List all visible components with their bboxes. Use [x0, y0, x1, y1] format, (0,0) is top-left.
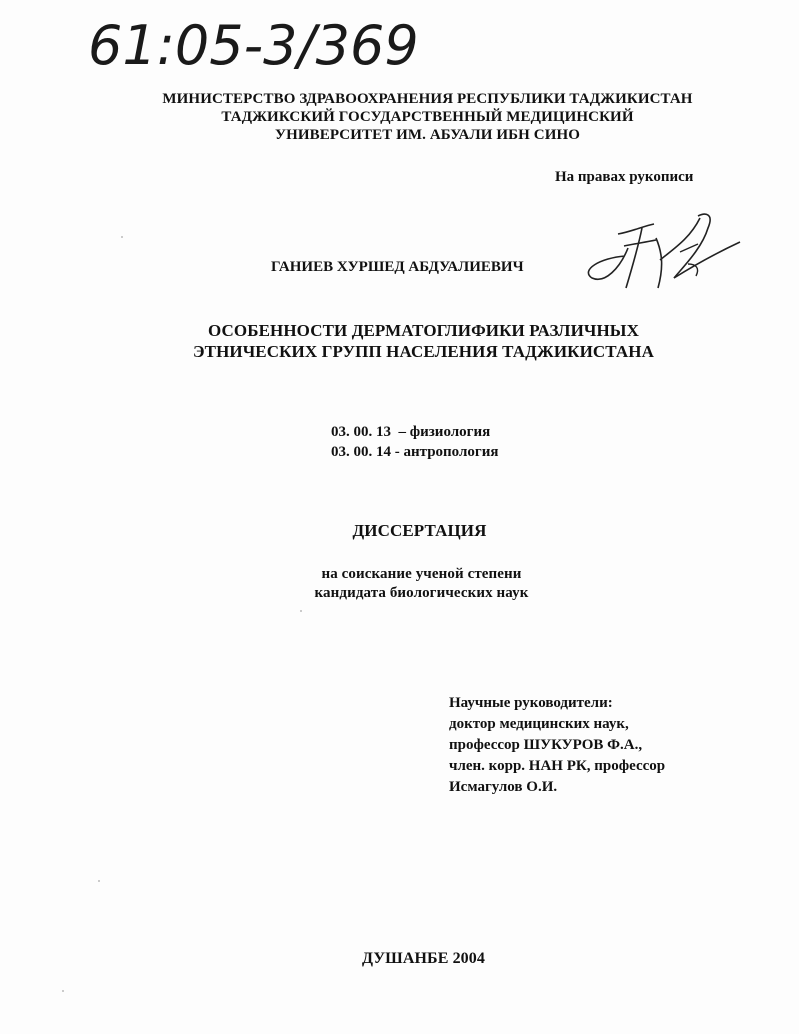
- title-line-1: ОСОБЕННОСТИ ДЕРМАТОГЛИФИКИ РАЗЛИЧНЫХ: [208, 321, 639, 340]
- scan-speck: [121, 236, 123, 238]
- specialty-codes: [331, 422, 498, 462]
- dissertation-title: [24, 320, 799, 362]
- handwritten-catalog-number-text: 61:05-3/369: [88, 14, 419, 77]
- scientific-supervisors: [449, 693, 665, 798]
- author-name: ГАНИЕВ ХУРШЕД АБДУАЛИЕВИЧ: [271, 259, 524, 275]
- scan-speck: [62, 990, 64, 992]
- supervisor-line-2: доктор медицинских наук,: [449, 716, 629, 732]
- degree-statement: [22, 565, 799, 603]
- supervisors-heading: Научные руководители:: [449, 695, 613, 711]
- degree-line-1: на соискание ученой степени: [321, 566, 522, 582]
- supervisor-line-4: член. корр. НАН РК, профессор: [449, 758, 666, 774]
- ministry-line-3: УНИВЕРСИТЕТ ИМ. АБУАЛИ ИБН СИНО: [274, 127, 581, 143]
- scan-speck: [98, 880, 100, 882]
- ministry-line-1: МИНИСТЕРСТВО ЗДРАВООХРАНЕНИЯ РЕСПУБЛИКИ ТАДЖИКИСТАН: [162, 91, 693, 107]
- city-and-year: ДУШАНБЕ 2004: [362, 950, 485, 967]
- supervisor-line-3: профессор ШУКУРОВ Ф.А.,: [449, 737, 643, 753]
- degree-line-2: кандидата биологических наук: [314, 585, 529, 601]
- specialty-anthropology: 03. 00. 14 - антропология: [331, 444, 499, 460]
- document-type: ДИССЕРТАЦИЯ: [352, 521, 487, 540]
- supervisor-line-5: Исмагулов О.И.: [449, 779, 558, 795]
- scan-speck: [300, 610, 302, 612]
- author-signature: [580, 208, 750, 298]
- ministry-header: [28, 90, 799, 144]
- title-line-2: ЭТНИЧЕСКИХ ГРУПП НАСЕЛЕНИЯ ТАДЖИКИСТАНА: [193, 342, 654, 361]
- specialty-physiology: 03. 00. 13 – физиология: [331, 424, 491, 440]
- handwritten-catalog-number: [88, 8, 428, 78]
- manuscript-rights: На правах рукописи: [555, 169, 694, 185]
- ministry-line-2: ТАДЖИКСКИЙ ГОСУДАРСТВЕННЫЙ МЕДИЦИНСКИЙ: [221, 109, 634, 125]
